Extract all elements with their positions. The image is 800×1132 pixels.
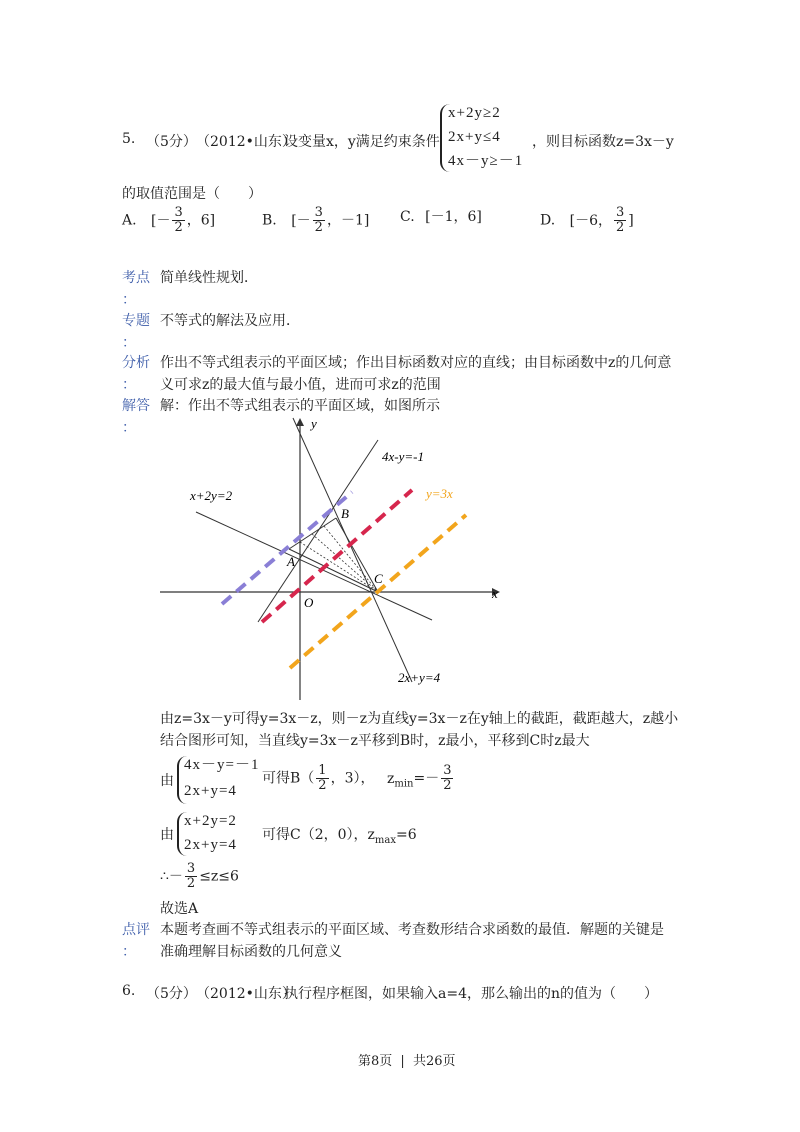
label-line-2x-y: 2x+y=4 bbox=[398, 670, 441, 685]
feasible-hatching bbox=[300, 526, 378, 592]
label-line-4x-y: 4x-y=-1 bbox=[382, 449, 424, 464]
frac-denominator: 2 bbox=[314, 220, 323, 235]
system-c-eq1: x+2y=2 bbox=[184, 813, 237, 829]
q6-source: （2012•山东） bbox=[196, 986, 296, 1002]
you-label-b: 由 bbox=[160, 773, 174, 789]
choice-a bbox=[122, 206, 215, 235]
choice-d-lb: [－6， bbox=[569, 212, 613, 229]
label-line-x-2y: x+2y=2 bbox=[190, 488, 233, 503]
frac-numerator: 1 bbox=[318, 763, 327, 778]
system-b-eq1: 4x－y=－1 bbox=[184, 757, 260, 773]
label-point-c: C bbox=[374, 571, 383, 586]
therefore-prefix: ∴－ bbox=[160, 868, 183, 885]
frac-numerator: 3 bbox=[314, 205, 323, 220]
footer-page: 第8页 bbox=[358, 1054, 393, 1069]
zmax-sub: max bbox=[374, 834, 396, 846]
constraint-3: 4x－y≥－1 bbox=[448, 153, 524, 169]
fenxi-line1: 作出不等式组表示的平面区域；作出目标函数对应的直线；由目标函数中z的几何意 bbox=[160, 355, 672, 371]
constraint-1: x+2y≥2 bbox=[448, 105, 501, 121]
jieda-line1: 解：作出不等式组表示的平面区域，如图所示 bbox=[160, 398, 440, 414]
zmin-z: z bbox=[386, 770, 395, 787]
constraint-2: 2x+y≤4 bbox=[448, 129, 501, 145]
system-c-eq2: 2x+y=4 bbox=[184, 837, 237, 853]
system-c bbox=[177, 812, 237, 856]
jieda-colon: ： bbox=[122, 420, 136, 436]
q5-score: （5分） bbox=[146, 134, 197, 150]
kede-b: 可得B（ bbox=[262, 770, 315, 787]
kaodian-tag: 考点 bbox=[122, 270, 150, 286]
zhuanti-text: 不等式的解法及应用． bbox=[160, 313, 300, 329]
choice-b-fraction bbox=[313, 206, 325, 235]
label-y-axis: y bbox=[311, 416, 317, 431]
choice-a-rest: ，6] bbox=[186, 212, 216, 229]
frac-denominator: 2 bbox=[616, 220, 625, 235]
y-axis-arrow bbox=[296, 418, 304, 426]
solution-line2: 结合图形可知，当直线y=3x－z平移到B时，z最小，平移到C时z最大 bbox=[160, 733, 590, 749]
frac-denominator: 2 bbox=[318, 778, 327, 793]
choice-a-fraction bbox=[172, 206, 184, 235]
frac-denominator: 2 bbox=[174, 220, 183, 235]
fenxi-line2: 义可求z的最大值与最小值，进而可求z的范围 bbox=[160, 377, 441, 393]
triangle-edge-ac bbox=[289, 549, 378, 592]
footer-total: 共26页 bbox=[412, 1054, 456, 1069]
jieda-tag: 解答 bbox=[122, 398, 150, 414]
q5-stem-before: 设变量x，y满足约束条件 bbox=[284, 134, 440, 150]
line-x-2y bbox=[196, 512, 432, 620]
triangle-edge-ab bbox=[289, 518, 336, 549]
q5-stem-after: ，则目标函数z=3x－y bbox=[532, 134, 674, 150]
answer-line: 故选A bbox=[160, 901, 199, 917]
zhuanti-colon: ： bbox=[122, 335, 136, 351]
zhuanti-tag: 专题 bbox=[122, 313, 150, 329]
solution-line1: 由z=3x－y可得y=3x－z，则－z为直线y=3x－z在y轴上的截距，截距越大，z越小 bbox=[160, 711, 679, 727]
kaodian-colon: ： bbox=[122, 292, 136, 308]
choice-d-label: D. bbox=[540, 212, 556, 229]
triangle-edge-bc bbox=[336, 518, 378, 592]
dianping-colon: ： bbox=[122, 944, 136, 960]
q5-stem-line2: 的取值范围是（ ） bbox=[122, 186, 262, 202]
label-line-y-3x: y=3x bbox=[426, 486, 453, 501]
zmin-eq: =－ bbox=[413, 770, 440, 787]
q6-number: 6. bbox=[122, 983, 136, 999]
choice-c bbox=[400, 206, 482, 226]
level-line-red bbox=[262, 490, 412, 622]
result-b bbox=[262, 764, 455, 793]
choice-d bbox=[540, 206, 634, 235]
therefore-line bbox=[160, 862, 239, 891]
system-b-eq2: 2x+y=4 bbox=[184, 783, 237, 799]
choice-b-label: B. bbox=[262, 212, 277, 229]
choice-d-fraction bbox=[614, 206, 626, 235]
result-c bbox=[262, 824, 417, 846]
therefore-rest: ≤z≤6 bbox=[199, 868, 239, 885]
choice-b bbox=[262, 206, 369, 235]
label-x-axis: x bbox=[492, 586, 498, 601]
page-footer bbox=[358, 1050, 456, 1069]
q5-source: （2012•山东） bbox=[196, 134, 296, 150]
linear-programming-graph bbox=[150, 410, 530, 710]
choice-c-text: [－1，6] bbox=[425, 209, 482, 225]
frac-denominator: 2 bbox=[186, 876, 196, 891]
fenxi-tag: 分析 bbox=[122, 355, 150, 371]
label-point-a: A bbox=[287, 554, 295, 569]
q6-text: 执行程序框图，如果输入a=4，那么输出的n的值为（ ） bbox=[284, 986, 658, 1002]
therefore-fraction bbox=[185, 862, 197, 891]
footer-separator: | bbox=[400, 1054, 405, 1069]
b-x-fraction bbox=[316, 764, 328, 793]
frac-numerator: 3 bbox=[443, 763, 452, 778]
dianping-tag: 点评 bbox=[122, 922, 150, 938]
b-rest: ，3）， bbox=[330, 770, 375, 787]
q6-score: （5分） bbox=[146, 986, 197, 1002]
zmin-sub: min bbox=[394, 778, 414, 790]
frac-numerator: 3 bbox=[616, 205, 625, 220]
constraint-system bbox=[440, 104, 523, 172]
dianping-line2: 准确理解目标函数的几何意义 bbox=[160, 944, 342, 960]
zmax-eq: =6 bbox=[396, 827, 417, 843]
kaodian-text: 简单线性规划． bbox=[160, 270, 258, 286]
choice-c-label: C. bbox=[400, 209, 415, 225]
frac-denominator: 2 bbox=[443, 778, 452, 793]
dianping-line1: 本题考查画不等式组表示的平面区域、考查数形结合求函数的最值．解题的关键是 bbox=[160, 922, 664, 938]
choice-b-rest: ，－1] bbox=[326, 212, 370, 229]
frac-numerator: 3 bbox=[174, 205, 183, 220]
choice-a-label: A. bbox=[122, 212, 137, 229]
choice-b-lb: [－ bbox=[291, 212, 311, 229]
frac-numerator: 3 bbox=[186, 861, 196, 876]
zmin-fraction bbox=[441, 764, 453, 793]
kede-c: 可得C（2，0），z bbox=[262, 827, 375, 843]
fenxi-colon: ： bbox=[122, 377, 136, 393]
choice-a-lb: [－ bbox=[151, 212, 171, 229]
you-label-c: 由 bbox=[160, 827, 174, 843]
system-b bbox=[177, 756, 259, 804]
label-origin: O bbox=[304, 595, 314, 610]
choice-d-rb: ] bbox=[628, 212, 634, 229]
q5-number: 5. bbox=[122, 131, 136, 147]
line-4x-y bbox=[258, 440, 378, 622]
label-point-b: B bbox=[341, 506, 349, 521]
